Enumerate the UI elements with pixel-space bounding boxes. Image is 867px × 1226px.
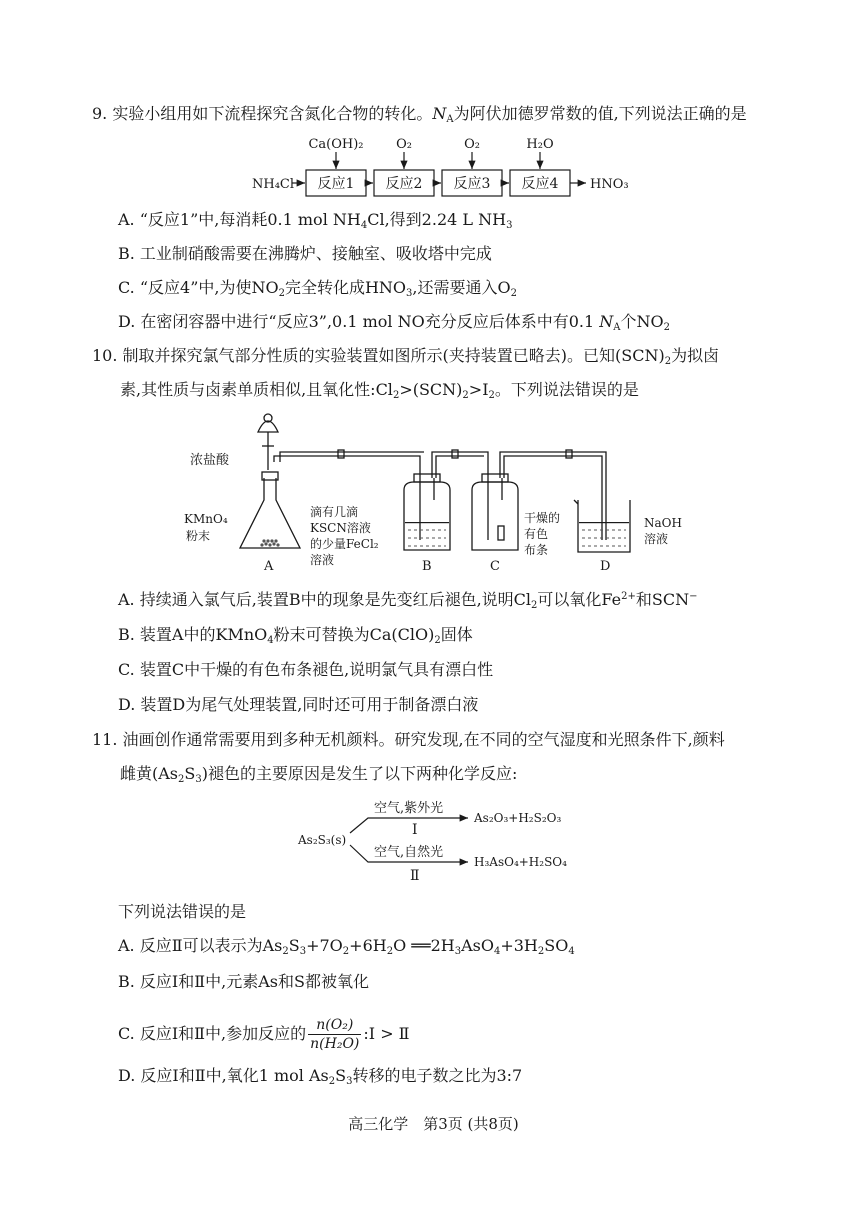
label-b-4: 溶液 — [310, 553, 335, 567]
q10-option-a: A. 持续通入氯气后,装置B中的现象是先变红后褪色,说明$Cl_2$可以氧化$Fe^{2+}$和SCN− — [118, 590, 698, 611]
q9-option-c: C. “反应4”中,为使$NO_2$完全转化成$HNO_3$,还需要通入$O_2$ — [118, 278, 518, 299]
q10-option-b: B. 装置A中的KMnO$_4$粉末可替换为$Ca(ClO)_2$固体 — [118, 625, 473, 646]
q9-option-a: A. “反应1”中,每消耗0.1 mol $NH_4Cl$,得到2.24 L $NH_3$ — [118, 210, 513, 231]
q11-option-c: C. 反应Ⅰ和Ⅱ中,参加反应的 $\frac{\text{n(O₂)}}{\text{n(H₂O)}}$ :Ⅰ > Ⅱ — [118, 1017, 410, 1052]
scheme-product-1: As₂O₃+H₂S₂O₃ — [474, 811, 562, 825]
flow-box-2-label: 反应2 — [385, 176, 423, 192]
label-c-3: 布条 — [524, 543, 549, 557]
q10-stem-line2: 素,其性质与卤素单质相似,且氧化性$:Cl_2>(SCN)_2>I_2$。下列说法错误的是 — [120, 380, 639, 401]
q9-stem: 9. 实验小组用如下流程探究含氮化合物的转化。$N_A$为阿伏加德罗常数的值,下列说法正确的是 — [92, 104, 747, 125]
arrow-path-1 — [350, 818, 468, 833]
q11-option-a: A. 反应Ⅱ可以表示为$As_2S_3+7O_2+6H_2O$ $══2H_3AsO_4+3H_2SO_4$ — [118, 936, 575, 957]
flow-end: HNO₃ — [590, 177, 629, 192]
fraction-denominator: n(H₂O) — [310, 1036, 360, 1052]
flow-box-1-label: 反应1 — [317, 176, 355, 192]
fraction — [308, 1016, 361, 1053]
flow-reagent-3: O₂ — [464, 137, 480, 152]
label-c: C — [490, 559, 500, 574]
flow-reagent-2: O₂ — [396, 137, 412, 152]
q9-option-b: B. 工业制硝酸需要在沸腾炉、接触室、吸收塔中完成 — [118, 244, 492, 263]
flow-reagent-4: H₂O — [526, 137, 554, 152]
label-c-1: 干燥的 — [524, 511, 561, 525]
label-kmno4-2: 粉末 — [186, 529, 211, 543]
q9-option-d: D. 在密闭容器中进行“反应3”,0.1 mol NO充分反应后体系中有0.1 $N_A$个$NO_2$ — [118, 312, 670, 333]
q11-option-b: B. 反应Ⅰ和Ⅱ中,元素As和S都被氧化 — [118, 972, 369, 991]
fraction-numerator: n(O₂) — [308, 1016, 361, 1035]
scheme-cond-1: 空气,紫外光 — [374, 801, 444, 816]
label-b-2: KSCN溶液 — [310, 521, 371, 535]
scheme-cond-2: 空气,自然光 — [374, 845, 444, 860]
label-a: A — [264, 559, 274, 574]
label-b-1: 滴有几滴 — [310, 505, 359, 519]
scheme-product-2: H₃AsO₄+H₂SO₄ — [474, 855, 567, 869]
page-footer: 高三化学 第3页 (共8页) — [348, 1115, 519, 1133]
label-b: B — [422, 559, 432, 574]
flow-reagent-1: Ca(OH)₂ — [308, 137, 364, 152]
label-c-2: 有色 — [524, 527, 549, 541]
scheme-num-1: Ⅰ — [412, 822, 418, 838]
q11-stem-line2: 雌黄$(As_2S_3)$褪色的主要原因是发生了以下两种化学反应: — [120, 764, 518, 785]
label-conc-hcl: 浓盐酸 — [190, 453, 230, 468]
q10-option-d: D. 装置D为尾气处理装置,同时还可用于制备漂白液 — [118, 695, 479, 714]
label-d-2: 溶液 — [644, 532, 669, 546]
q11-option-d: D. 反应Ⅰ和Ⅱ中,氧化1 mol $As_2S_3$转移的电子数之比为3:7 — [118, 1066, 523, 1087]
label-kmno4-1: KMnO₄ — [184, 512, 228, 526]
flow-start: NH₄Cl — [252, 177, 295, 192]
scheme-num-2: Ⅱ — [410, 868, 420, 884]
q11-stem-line1: 11. 油画创作通常需要用到多种无机颜料。研究发现,在不同的空气湿度和光照条件下,颜料 — [92, 730, 725, 749]
label-d-1: NaOH — [644, 516, 682, 530]
label-d: D — [600, 559, 611, 574]
scheme-reactant: As₂S₃(s) — [298, 833, 347, 847]
flow-box-3-label: 反应3 — [453, 176, 491, 192]
flow-box-4-label: 反应4 — [521, 176, 559, 192]
q10-option-c: C. 装置C中干燥的有色布条褪色,说明氯气具有漂白性 — [118, 660, 494, 679]
label-b-3: 的少量FeCl₂ — [310, 537, 379, 551]
q11-prompt: 下列说法错误的是 — [118, 902, 247, 921]
q10-stem-line1: 10. 制取并探究氯气部分性质的实验装置如图所示(夹持装置已略去)。已知$(SCN)_2$为拟卤 — [92, 346, 720, 367]
